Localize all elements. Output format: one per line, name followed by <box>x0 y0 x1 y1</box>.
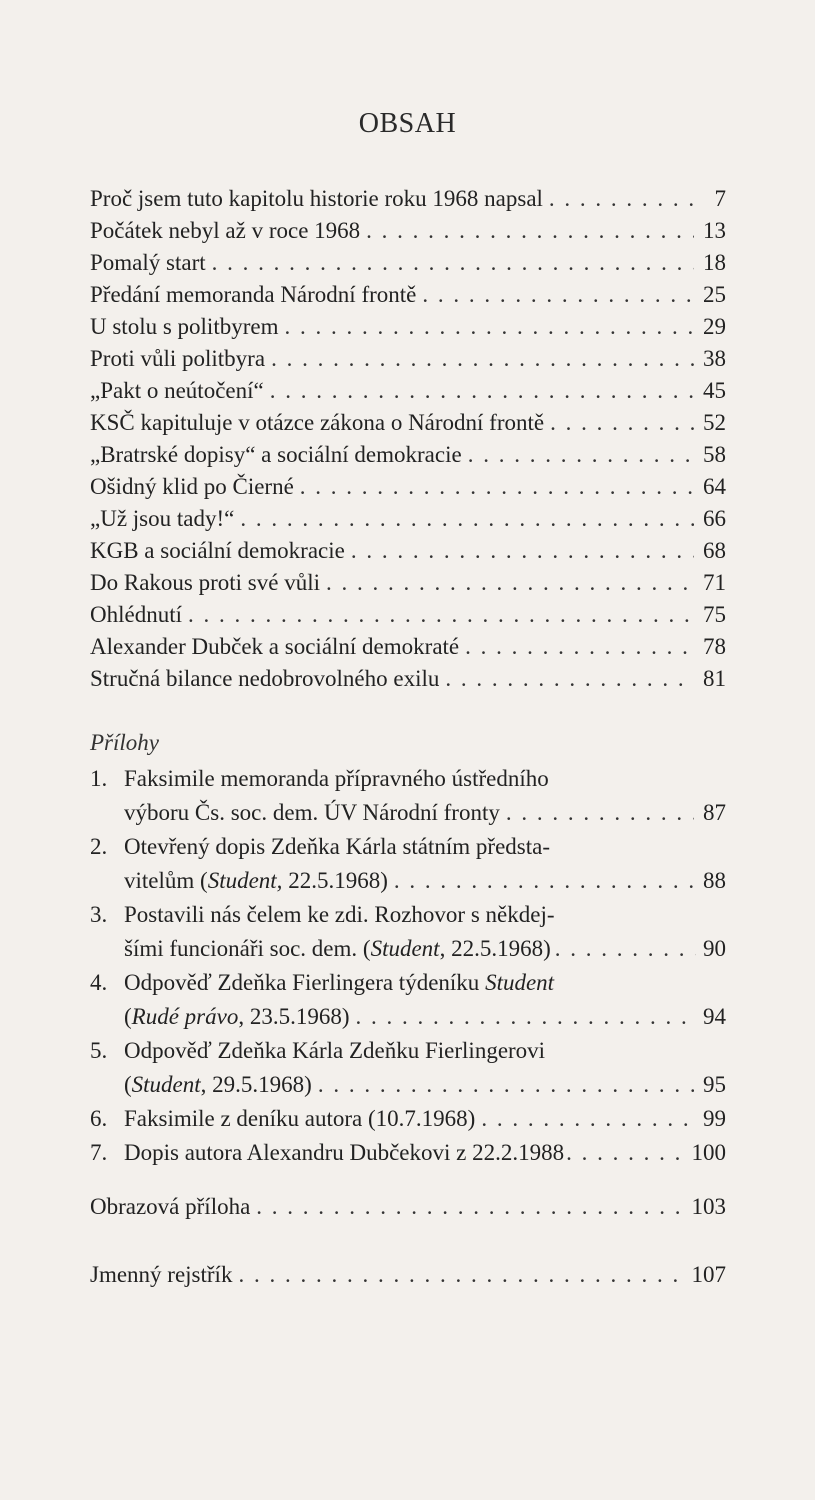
appendix-item-title <box>124 864 388 898</box>
toc-entry-page: 38 <box>703 346 726 371</box>
toc-entry[interactable] <box>90 471 726 503</box>
name-index-entry[interactable] <box>90 1258 726 1292</box>
appendix-text: šími funcionáři soc. dem. ( <box>124 936 371 961</box>
appendix-item-line: Faksimile memoranda přípravného ústředního <box>124 766 549 791</box>
toc-entry-page: 18 <box>703 250 726 275</box>
toc-entry-page: 13 <box>703 218 726 243</box>
dot-leader <box>300 471 694 503</box>
appendix-italic-source: Student <box>485 970 555 995</box>
toc-entry-title: KGB a sociální demokracie <box>90 538 345 563</box>
appendix-item-title <box>124 932 551 966</box>
dot-leader <box>356 1000 694 1034</box>
toc-entry-page: 81 <box>703 666 726 691</box>
toc-entry-page: 78 <box>703 634 726 659</box>
toc-entry[interactable] <box>90 183 726 215</box>
toc-entry-title: Stručná bilance nedobrovolného exilu <box>90 666 440 691</box>
appendix-item-title: Dopis autora Alexandru Dubčekovi z 22.2.1988 <box>124 1140 565 1165</box>
appendix-item-page: 100 <box>691 1140 726 1165</box>
toc-entry-title: Proč jsem tuto kapitolu historie roku 1968 napsal <box>90 186 543 211</box>
appendix-italic-source: Student, <box>207 868 283 893</box>
appendix-item-line <box>124 966 726 1000</box>
toc-entry-page: 25 <box>703 282 726 307</box>
appendix-item-page: 87 <box>703 800 726 825</box>
appendix-list <box>90 762 726 1170</box>
dot-leader <box>465 631 694 663</box>
toc-entry-page: 64 <box>703 474 726 499</box>
toc-entry-page: 75 <box>703 602 726 627</box>
toc-entry-title: Do Rakous proti své vůli <box>90 570 320 595</box>
toc-entry-title: U stolu s politbyrem <box>90 314 279 339</box>
appendix-item-line <box>124 1102 726 1136</box>
toc-entry[interactable] <box>90 663 726 695</box>
toc-entry-title: Alexander Dubček a sociální demokraté <box>90 634 460 659</box>
dot-leader <box>271 343 694 375</box>
appendix-item-title <box>124 1068 312 1102</box>
toc-entry[interactable] <box>90 1190 726 1224</box>
appendix-item-number: 4. <box>90 970 108 995</box>
toc-entry-title: „Už jsou tady!“ <box>90 506 235 531</box>
toc-entry-title: Proti vůli politbyra <box>90 346 266 371</box>
toc-entry-title: Předání memoranda Národní frontě <box>90 282 417 307</box>
toc-entry[interactable] <box>90 631 726 663</box>
toc-entry-title: Pomalý start <box>90 250 206 275</box>
appendix-italic-source: Student <box>370 936 440 961</box>
appendix-item[interactable] <box>90 830 726 898</box>
toc-entry[interactable] <box>90 567 726 599</box>
appendix-item[interactable] <box>90 966 726 1034</box>
appendix-text: Odpověď Zdeňka Fierlingera týdeníku <box>124 970 486 995</box>
appendix-item-number: 1. <box>90 766 108 791</box>
appendix-item-line <box>124 1000 726 1034</box>
appendix-item-title <box>124 1000 350 1034</box>
toc-entry-page: 107 <box>691 1262 726 1287</box>
toc-entry[interactable] <box>90 247 726 279</box>
dot-leader <box>238 1258 685 1292</box>
dot-leader <box>550 407 694 439</box>
appendix-item[interactable] <box>90 1102 726 1136</box>
appendix-item-number: 7. <box>90 1140 108 1165</box>
dot-leader <box>468 439 694 471</box>
dot-leader <box>351 535 694 567</box>
dot-leader <box>555 932 696 966</box>
appendix-item-line <box>124 1136 726 1170</box>
toc-entry-title: Ohlédnutí <box>90 602 182 627</box>
appendix-item-number: 2. <box>90 834 108 859</box>
toc-entry[interactable] <box>90 407 726 439</box>
appendix-text: vitelům ( <box>124 868 208 893</box>
toc-entry[interactable] <box>90 439 726 471</box>
appendix-item-line <box>124 864 726 898</box>
dot-leader <box>240 503 694 535</box>
appendix-item-page: 99 <box>703 1106 726 1131</box>
toc-entry-title: KSČ kapituluje v otázce zákona o Národní frontě <box>90 410 545 435</box>
appendix-item-number: 6. <box>90 1106 108 1131</box>
appendix-item[interactable] <box>90 898 726 966</box>
appendix-item[interactable] <box>90 762 726 830</box>
appendix-item-line: Odpověď Zdeňka Kárla Zdeňku Fierlingerovi <box>124 1038 546 1063</box>
dot-leader <box>422 279 694 311</box>
dot-leader <box>366 215 694 247</box>
appendix-italic-source: Rudé právo <box>131 1004 239 1029</box>
appendix-item-page: 94 <box>703 1004 726 1029</box>
toc-entry-page: 29 <box>703 314 726 339</box>
dot-leader <box>256 1190 685 1224</box>
toc-entry-page: 7 <box>714 186 726 211</box>
appendix-item-number: 3. <box>90 902 108 927</box>
toc-entry[interactable] <box>90 343 726 375</box>
toc-entry-page: 68 <box>703 538 726 563</box>
page-title: OBSAH <box>358 108 457 139</box>
appendix-text: ( <box>124 1004 132 1029</box>
dot-leader <box>212 247 694 279</box>
appendix-item-line <box>124 796 726 830</box>
appendix-item-page: 90 <box>703 936 726 961</box>
appendix-text: , 22.5.1968) <box>439 936 551 961</box>
toc-entry-title: Jmenný rejstřík <box>90 1262 233 1287</box>
toc-entry-title: „Pakt o neútočení“ <box>90 378 264 403</box>
appendix-item-line <box>124 1068 726 1102</box>
appendix-item[interactable] <box>90 1034 726 1102</box>
toc-entry-page: 52 <box>703 410 726 435</box>
toc-entry-title: Ošidný klid po Čierné <box>90 474 294 499</box>
toc-entry[interactable] <box>90 503 726 535</box>
dot-leader <box>549 183 694 215</box>
dot-leader <box>318 1068 694 1102</box>
appendix-text: , 23.5.1968) <box>238 1004 350 1029</box>
toc-entry[interactable] <box>90 1258 726 1292</box>
dot-leader <box>445 663 694 695</box>
dot-leader <box>394 864 694 898</box>
appendix-item-line: Otevřený dopis Zdeňka Kárla státním předsta- <box>124 834 551 859</box>
dot-leader <box>284 311 694 343</box>
toc-entry-page: 71 <box>703 570 726 595</box>
toc-entry-page: 58 <box>703 442 726 467</box>
image-appendix-entry[interactable] <box>90 1190 726 1224</box>
dot-leader <box>566 1136 689 1170</box>
appendix-item-page: 88 <box>703 868 726 893</box>
appendix-text: 22.5.1968) <box>282 868 388 893</box>
appendix-item-page: 95 <box>703 1072 726 1097</box>
appendix-item-number: 5. <box>90 1038 108 1063</box>
appendix-heading: Přílohy <box>90 730 159 755</box>
table-of-contents <box>90 183 726 695</box>
dot-leader <box>506 796 694 830</box>
toc-entry[interactable] <box>90 279 726 311</box>
toc-entry-title: Počátek nebyl až v roce 1968 <box>90 218 361 243</box>
toc-entry[interactable] <box>90 215 726 247</box>
dot-leader <box>481 1102 694 1136</box>
toc-entry-page: 66 <box>703 506 726 531</box>
toc-entry-title: „Bratrské dopisy“ a sociální demokracie <box>90 442 462 467</box>
toc-entry-page: 103 <box>691 1194 726 1219</box>
appendix-item-title: výboru Čs. soc. dem. ÚV Národní fronty <box>124 800 500 825</box>
toc-entry[interactable] <box>90 535 726 567</box>
dot-leader <box>326 567 694 599</box>
toc-entry-page: 45 <box>703 378 726 403</box>
dot-leader <box>188 599 694 631</box>
appendix-text: ( <box>124 1072 132 1097</box>
appendix-item-title: Faksimile z deníku autora (10.7.1968) <box>124 1106 476 1131</box>
toc-entry[interactable] <box>90 599 726 631</box>
appendix-text: , 29.5.1968) <box>200 1072 312 1097</box>
toc-entry[interactable] <box>90 311 726 343</box>
appendix-item-line <box>124 932 726 966</box>
toc-entry[interactable] <box>90 375 726 407</box>
appendix-item-line: Postavili nás čelem ke zdi. Rozhovor s někdej- <box>124 902 555 927</box>
appendix-italic-source: Student <box>131 1072 201 1097</box>
toc-entry-title: Obrazová příloha <box>90 1194 251 1219</box>
appendix-item[interactable] <box>90 1136 726 1170</box>
dot-leader <box>270 375 694 407</box>
